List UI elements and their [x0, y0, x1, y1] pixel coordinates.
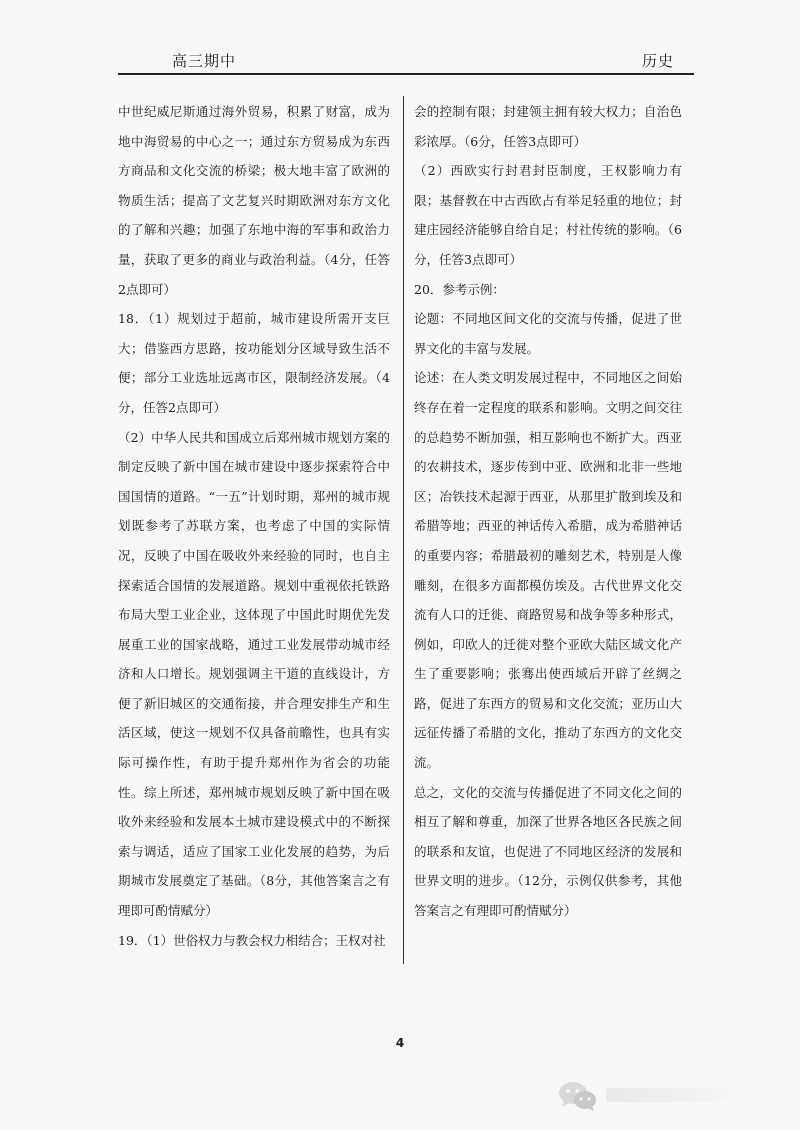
- watermark-text-blur: [606, 1088, 746, 1102]
- right-column: [414, 97, 682, 926]
- wechat-icon: [556, 1080, 600, 1112]
- column-divider: [403, 96, 404, 964]
- answer-paragraph: （2）西欧实行封君封臣制度，王权影响力有限；基督教在中古西欧占有举足轻重的地位；封建庄园经济能够自给自足；村社传统的影响。（6分，任答3点即可）: [414, 163, 682, 267]
- header-rule: [118, 73, 694, 75]
- answer-paragraph: 18．（1）规划过于超前，城市建设所需开支巨大；借鉴西方思路，按功能划分区域导致生活不便；部分工业选址远离市区，限制经济发展。（4分，任答2点即可）: [118, 311, 390, 415]
- page-number: 4: [395, 1036, 405, 1050]
- page-header: [118, 50, 694, 72]
- answer-paragraph: 19．（1）世俗权力与教会权力相结合；王权对社: [118, 932, 386, 948]
- answer-paragraph: 论题：不同地区间文化的交流与传播，促进了世界文化的丰富与发展。: [414, 311, 682, 356]
- answer-paragraph: 20．参考示例：: [414, 281, 505, 297]
- answer-paragraph: 会的控制有限；封建领主拥有较大权力；自治色彩浓厚。（6分，任答3点即可）: [414, 104, 682, 149]
- answer-paragraph: （2）中华人民共和国成立后郑州城市规划方案的制定反映了新中国在城市建设中逐步探索符合中国国情的道路。“一五”计划时期，郑州的城市规划既参考了苏联方案，也考虑了中国的实际情况，反映了中国在吸收外来经验的同时，也自主探索适合国情的发展道路。规划中重视依托铁路布局大型工业企业，这体现了中国此时期优先发展重工业的国家战略，通过工业发展带动城市经济和人口增长。规划强调主干道的直线设计，方便了新旧城区的交通衔接，并合理安排生产和生活区域，使这一规划不仅具备前瞻性，也具有实际可操作性，有助于提升郑州作为省会的功能性。综上所述，郑州城市规划反映了新中国在吸收外来经验和发展本土城市建设模式中的不断探索与调适，适应了国家工业化发展的趋势，为后期城市发展奠定了基础。（8分，其他答案言之有理即可酌情赋分）: [118, 429, 390, 919]
- left-column: [118, 97, 390, 955]
- header-subject-label: 历史: [641, 52, 674, 70]
- answer-paragraph: 论述：在人类文明发展过程中，不同地区之间始终存在着一定程度的联系和影响。文明之间交往的总趋势不断加强，相互影响也不断扩大。西亚的农耕技术，逐步传到中亚、欧洲和北非一些地区；冶铁技术起源于西亚，从那里扩散到埃及和希腊等地；西亚的神话传入希腊，成为希腊神话的重要内容；希腊最初的雕刻艺术，特别是人像雕刻，在很多方面都模仿埃及。古代世界文化交流有人口的迁徙、商路贸易和战争等多种形式，例如，印欧人的迁徙对整个亚欧大陆区域文化产生了重要影响；张骞出使西域后开辟了丝绸之路，促进了东西方的贸易和文化交流；亚历山大远征传播了希腊的文化，推动了东西方的文化交流。: [414, 370, 682, 771]
- header-grade-label: 高三期中: [172, 52, 237, 70]
- watermark: [556, 1078, 756, 1114]
- answer-paragraph: 总之，文化的交流与传播促进了不同文化之间的相互了解和尊重，加深了世界各地区各民族之间的联系和友谊，也促进了不同地区经济的发展和世界文明的进步。（12分，示例仅供参考，其他答案言之有理即可酌情赋分）: [414, 784, 682, 919]
- answer-paragraph: 中世纪威尼斯通过海外贸易，积累了财富，成为地中海贸易的中心之一；通过东方贸易成为东西方商品和文化交流的桥梁；极大地丰富了欧洲的物质生活；提高了文艺复兴时期欧洲对东方文化的了解和兴趣；加强了东地中海的军事和政治力量，获取了更多的商业与政治利益。（4分，任答2点即可）: [118, 104, 390, 297]
